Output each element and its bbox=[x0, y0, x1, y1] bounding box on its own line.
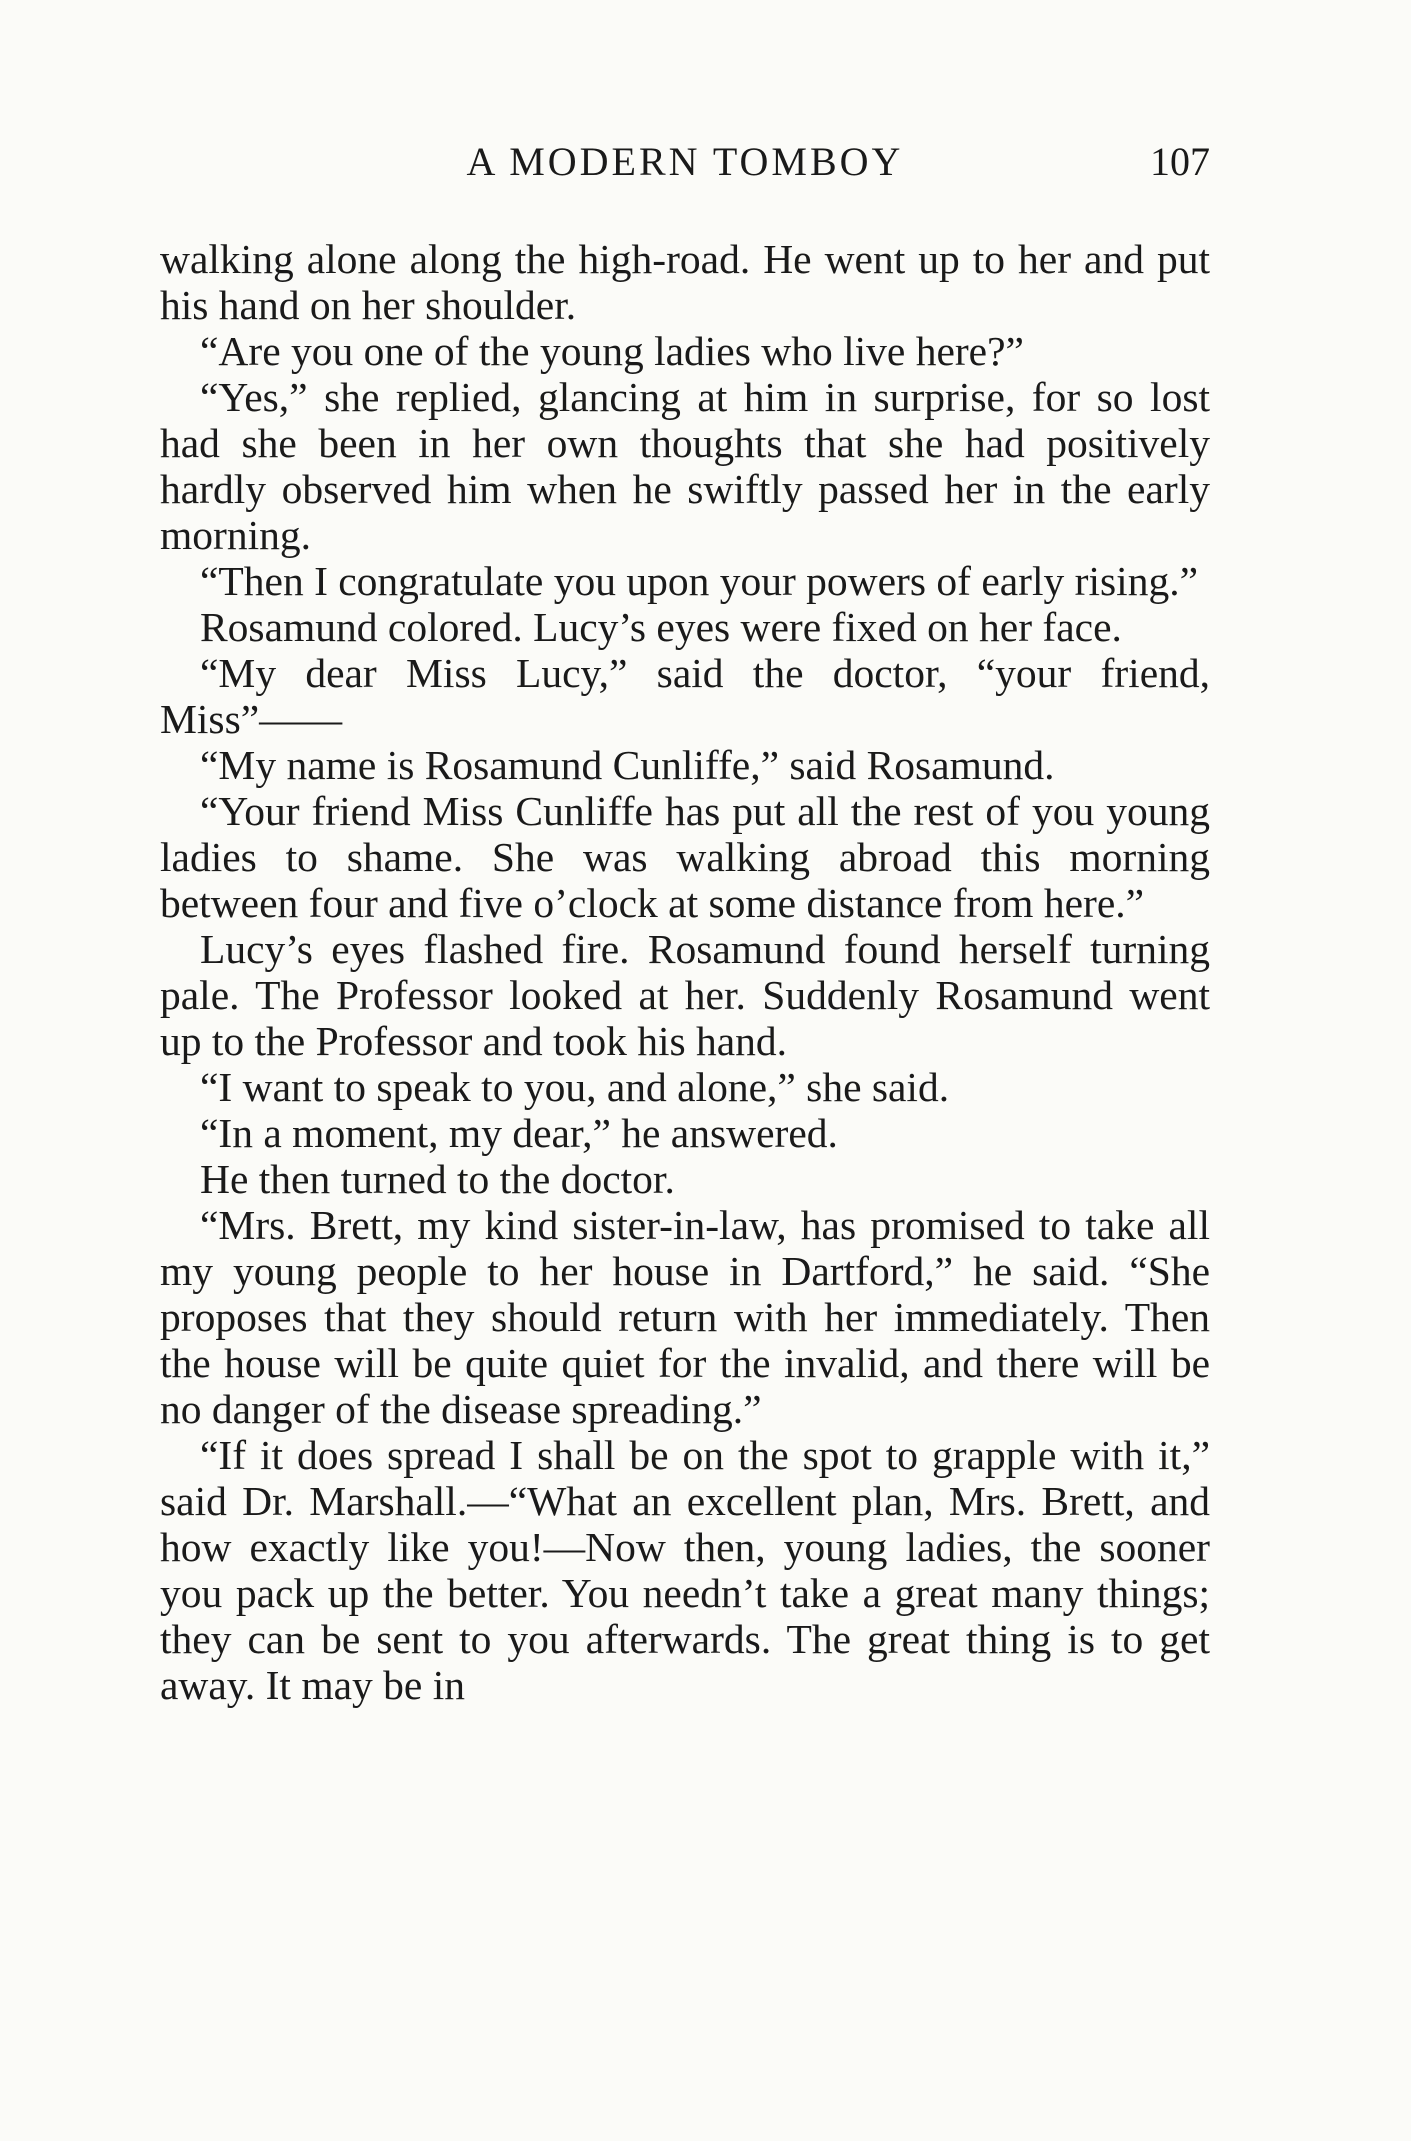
running-title: A MODERN TOMBOY bbox=[466, 139, 904, 184]
paragraph: Lucy’s eyes flashed fire. Rosamund found herself turning pale. The Professor looked at her. Suddenly Rosamund went up to the Professor and took his hand. bbox=[160, 926, 1210, 1064]
paragraph: “Mrs. Brett, my kind sister-in-law, has promised to take all my young people to her house in Dartford,” he said. “She proposes that they should return with her immediately. Then the house will be quite quiet for the invalid, and there will be no danger of the disease spreading.” bbox=[160, 1202, 1210, 1432]
paragraph: “Yes,” she replied, glancing at him in surprise, for so lost had she been in her own thoughts that she had positively hardly observed him when he swiftly passed her in the early morning. bbox=[160, 374, 1210, 558]
body-text bbox=[160, 236, 1210, 1708]
paragraph: “In a moment, my dear,” he answered. bbox=[200, 1110, 838, 1156]
paragraph: “My dear Miss Lucy,” said the doctor, “your friend, Miss”—— bbox=[160, 650, 1210, 742]
paragraph: He then turned to the doctor. bbox=[200, 1156, 675, 1202]
paragraph: “Then I congratulate you upon your powers of early rising.” bbox=[200, 558, 1198, 604]
paragraph: “Your friend Miss Cunliffe has put all the rest of you young ladies to shame. She was walking abroad this morning between four and five o’clock at some distance from here.” bbox=[160, 788, 1210, 926]
paragraph: “I want to speak to you, and alone,” she said. bbox=[200, 1064, 950, 1110]
paragraph: “If it does spread I shall be on the spot to grapple with it,” said Dr. Marshall.—“What an excellent plan, Mrs. Brett, and how exactly like you!—Now then, young ladies, the sooner you pack up the better. You needn’t take a great many things; they can be sent to you afterwards. The great thing is to get away. It may be in bbox=[160, 1432, 1210, 1708]
paragraph: walking alone along the high-road. He went up to her and put his hand on her shoulder. bbox=[160, 236, 1210, 328]
paragraph: “Are you one of the young ladies who live here?” bbox=[200, 328, 1024, 374]
paragraph: “My name is Rosamund Cunliffe,” said Rosamund. bbox=[200, 742, 1055, 788]
paragraph: Rosamund colored. Lucy’s eyes were fixed on her face. bbox=[200, 604, 1122, 650]
page-number: 107 bbox=[1150, 139, 1210, 184]
running-head bbox=[160, 138, 1210, 198]
